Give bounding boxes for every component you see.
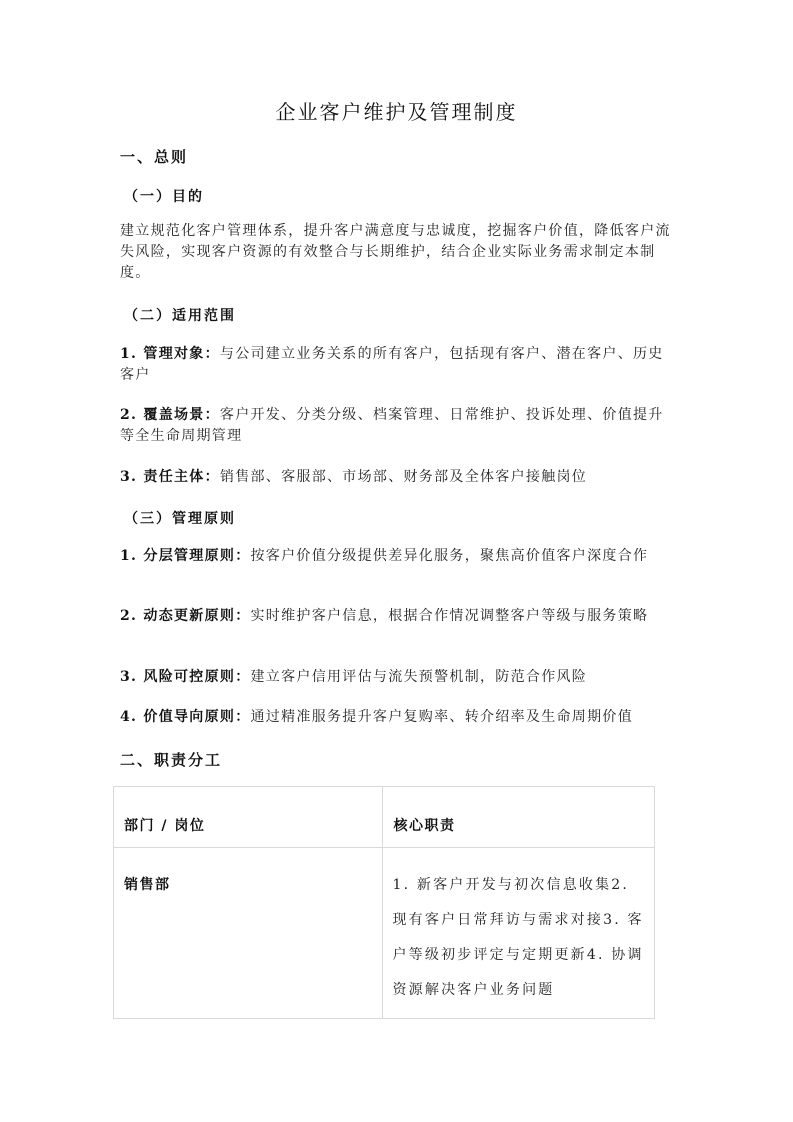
- duty-item: 1. 新客户开发与初次信息收集: [392, 877, 612, 893]
- purpose-paragraph: 建立规范化客户管理体系，提升客户满意度与忠诚度，挖掘客户价值，降低客户流失风险，实现客户资源的有效整合与长期维护，结合企业实际业务需求制定本制度。: [120, 223, 671, 281]
- subsection-heading-scope: （二）适用范围: [124, 308, 236, 324]
- section-heading-responsibilities: 二、职责分工: [120, 751, 223, 769]
- section-heading-general: 一、总则: [120, 148, 189, 166]
- subsection-heading-principles: （三）管理原则: [124, 511, 236, 527]
- item-text: 销售部、客服部、市场部、财务部及全体客户接触岗位: [219, 469, 588, 485]
- responsibility-table: [113, 786, 655, 1019]
- dept-cell: 销售部: [114, 848, 383, 1019]
- scope-item: [120, 467, 675, 488]
- table-row: [114, 848, 655, 1019]
- duties-cell: [383, 848, 655, 1019]
- item-label: 1. 分层管理原则：: [120, 548, 251, 564]
- table-header-cell: 核心职责: [383, 787, 655, 848]
- item-text: 建立客户信用评估与流失预警机制，防范合作风险: [250, 669, 588, 685]
- duty-item: 3. 客户等级初步评定与定期更新: [392, 912, 644, 963]
- scope-item: [120, 405, 675, 447]
- item-label: 2. 覆盖场景：: [120, 407, 220, 423]
- item-label: 2. 动态更新原则：: [120, 608, 251, 624]
- item-label: 4. 价值导向原则：: [120, 709, 251, 725]
- document-title: 企业客户维护及管理制度: [275, 100, 518, 124]
- item-text: 实时维护客户信息，根据合作情况调整客户等级与服务策略: [250, 608, 649, 624]
- item-text: 与公司建立业务关系的所有客户，包括现有客户、潜在客户、历史客户: [120, 346, 664, 383]
- item-text: 按客户价值分级提供差异化服务，聚焦高价值客户深度合作: [250, 548, 649, 564]
- item-text: 通过精准服务提升客户复购率、转介绍率及生命周期价值: [250, 709, 633, 725]
- principle-item: [120, 546, 675, 567]
- item-label: 3. 风险可控原则：: [120, 669, 251, 685]
- item-label: 1. 管理对象：: [120, 346, 220, 362]
- duty-item: 4. 协调资源解决客户业务问题: [392, 947, 644, 998]
- subsection-heading-purpose: （一）目的: [124, 189, 204, 205]
- item-label: 3. 责任主体：: [120, 469, 220, 485]
- table-header-row: [114, 787, 655, 848]
- scope-item: [120, 344, 675, 386]
- principle-item: [120, 667, 675, 688]
- table-header-cell: 部门 / 岗位: [114, 787, 383, 848]
- item-text: 客户开发、分类分级、档案管理、日常维护、投诉处理、价值提升等全生命周期管理: [120, 407, 664, 444]
- principle-item: [120, 707, 675, 728]
- principle-item: [120, 606, 675, 627]
- duty-item: 2. 现有客户日常拜访与需求对接: [392, 877, 630, 928]
